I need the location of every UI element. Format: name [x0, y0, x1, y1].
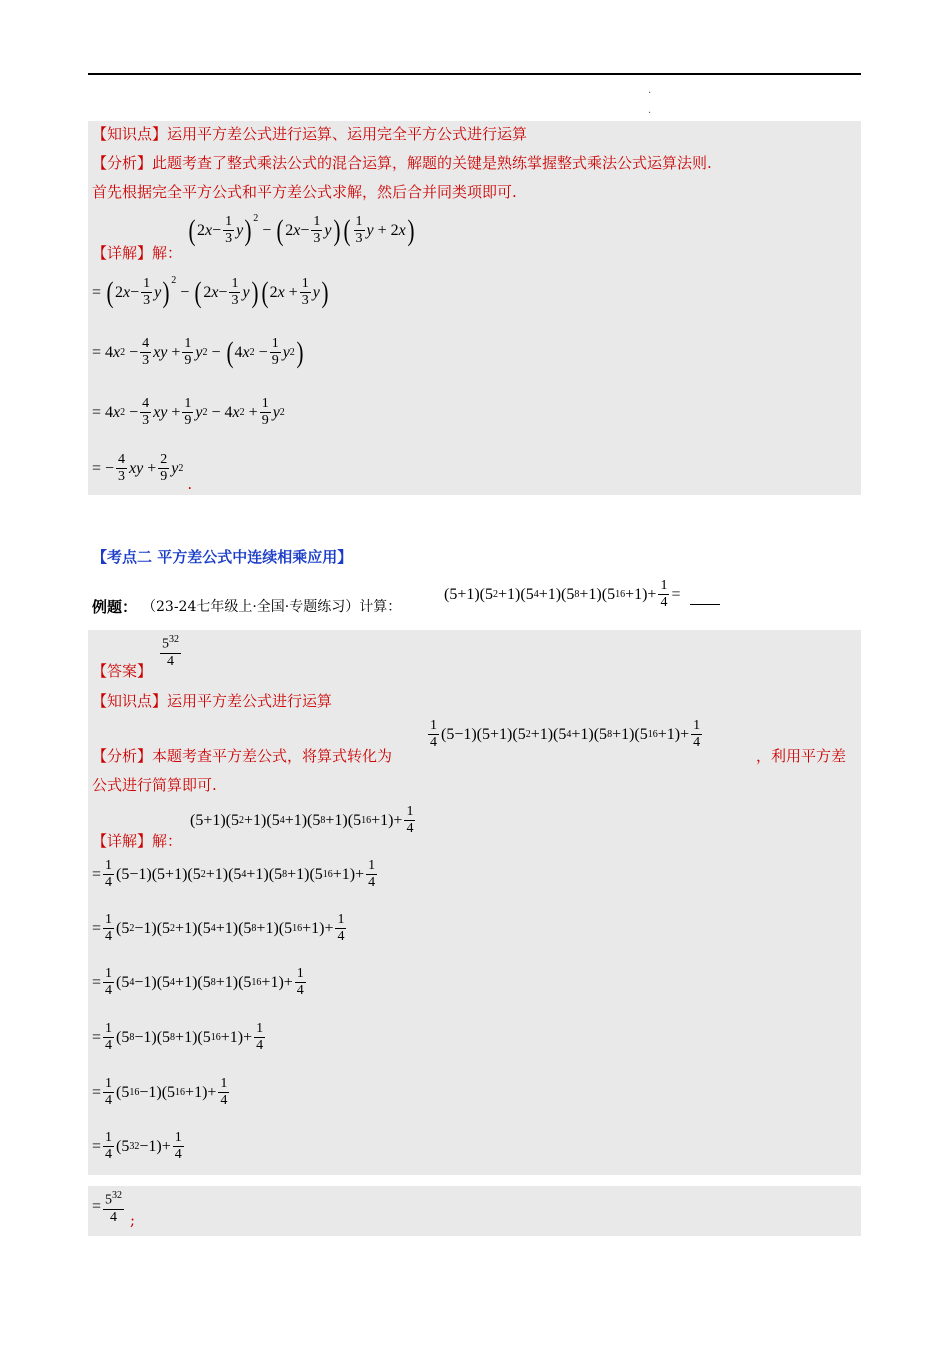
- step-4: = − $\frac{4}{3}$ xy + $\frac{2}{9}$ y 2 .: [92, 452, 193, 493]
- header-rule: [88, 73, 861, 75]
- step-7: = $\frac{1}{4}$ (5 4 −1)(5 4 +1)(5 8 +1)(5 16 +1)+ $\frac{1}{4}$: [92, 966, 304, 998]
- step-8: = $\frac{1}{4}$ (5 8 −1)(5 8 +1)(5 16 +1)+ $\frac{1}{4}$: [92, 1021, 264, 1053]
- step-6: = $\frac{1}{4}$ (5 2 −1)(5 2 +1)(5 4 +1)(5 8 +1)(5 16 +1)+ $\frac{1}{4}$: [92, 912, 345, 944]
- example-source: （23-24七年级上·全国·专题练习）计算：: [142, 599, 402, 615]
- answer-tag: 【答案】: [92, 662, 153, 680]
- knowledge-line-1: [92, 123, 527, 144]
- analysis-text-b: ，利用平方差: [756, 747, 847, 765]
- analysis-text-a: 本题考查平方差公式，将算式转化为: [152, 747, 393, 765]
- analysis-tag: 【分析】: [92, 154, 153, 172]
- knowledge-text: 运用平方差公式进行运算、运用完全平方公式进行运算: [167, 125, 528, 143]
- section-heading: 【考点二 平方差公式中连续相乘应用】: [92, 548, 353, 566]
- knowledge-tag-2: 【知识点】: [92, 692, 168, 710]
- step-9: = $\frac{1}{4}$ (5 16 −1)(5 16 +1)+ $\frac{1}{4}$: [92, 1076, 228, 1108]
- example-label: 例题：: [92, 598, 138, 616]
- solution-panel-3: [88, 1186, 861, 1236]
- analysis-text-2: 首先根据完全平方公式和平方差公式求解，然后合并同类项即可.: [92, 183, 517, 201]
- knowledge-line-2: [92, 690, 332, 711]
- example-expression: (5+1)(5 2 +1)(5 4 +1)(5 8 +1)(5 16 +1)+ $\frac{1}{4}$ =: [444, 578, 720, 611]
- step-1: = ( 2 x − $\frac{1}{3}$ y ) $^2$ − ( 2 x − $\frac{1}{3}$ y ) ( 2 x + $\frac{1}{3}$ y ): [92, 275, 329, 309]
- analysis-tag-2: 【分析】: [92, 747, 153, 765]
- step-10: = $\frac{1}{4}$ (5 32 −1)+ $\frac{1}{4}$: [92, 1130, 182, 1162]
- step-11: = $\frac{5^{32}}{4}$ ;: [92, 1190, 136, 1229]
- analysis-line-1: [92, 152, 712, 173]
- analysis-line-4: [92, 774, 217, 795]
- analysis-text-c: 公式进行简算即可.: [92, 776, 217, 794]
- detail-label-2: 【详解】解：: [92, 832, 183, 850]
- step-3: = 4 x 2 − $\frac{4}{3}$ xy + $\frac{1}{9}$ y 2 − 4 x 2 + $\frac{1}{9}$ y 2: [92, 396, 285, 428]
- analysis-line-2: [92, 181, 517, 202]
- step-5: = $\frac{1}{4}$ (5−1)(5+1)(5 2 +1)(5 4 +1)(5 8 +1)(5 16 +1)+ $\frac{1}{4}$: [92, 858, 376, 890]
- detail-expression: ( 2 x − $\frac{1}{3}$ y ) $^2$ − ( 2 x − $\frac{1}{3}$ y ) ( $\frac{1}{3}$ y + 2 x ): [188, 213, 415, 247]
- answer-value: $\frac{5^{32}}{4}$: [162, 634, 179, 669]
- step-2: = 4 x 2 − $\frac{4}{3}$ xy + $\frac{1}{9}$ y 2 − ( 4 x 2 − $\frac{1}{9}$ y 2 ): [92, 335, 304, 369]
- detail-label: 【详解】解：: [92, 244, 183, 262]
- header-dots: · ·: [648, 88, 652, 119]
- knowledge-text-2: 运用平方差公式进行运算: [167, 692, 333, 710]
- answer-blank: [690, 604, 720, 605]
- analysis-text: 此题考查了整式乘法公式的混合运算，解题的关键是熟练掌握整式乘法公式运算法则.: [152, 154, 712, 172]
- knowledge-tag: 【知识点】: [92, 125, 168, 143]
